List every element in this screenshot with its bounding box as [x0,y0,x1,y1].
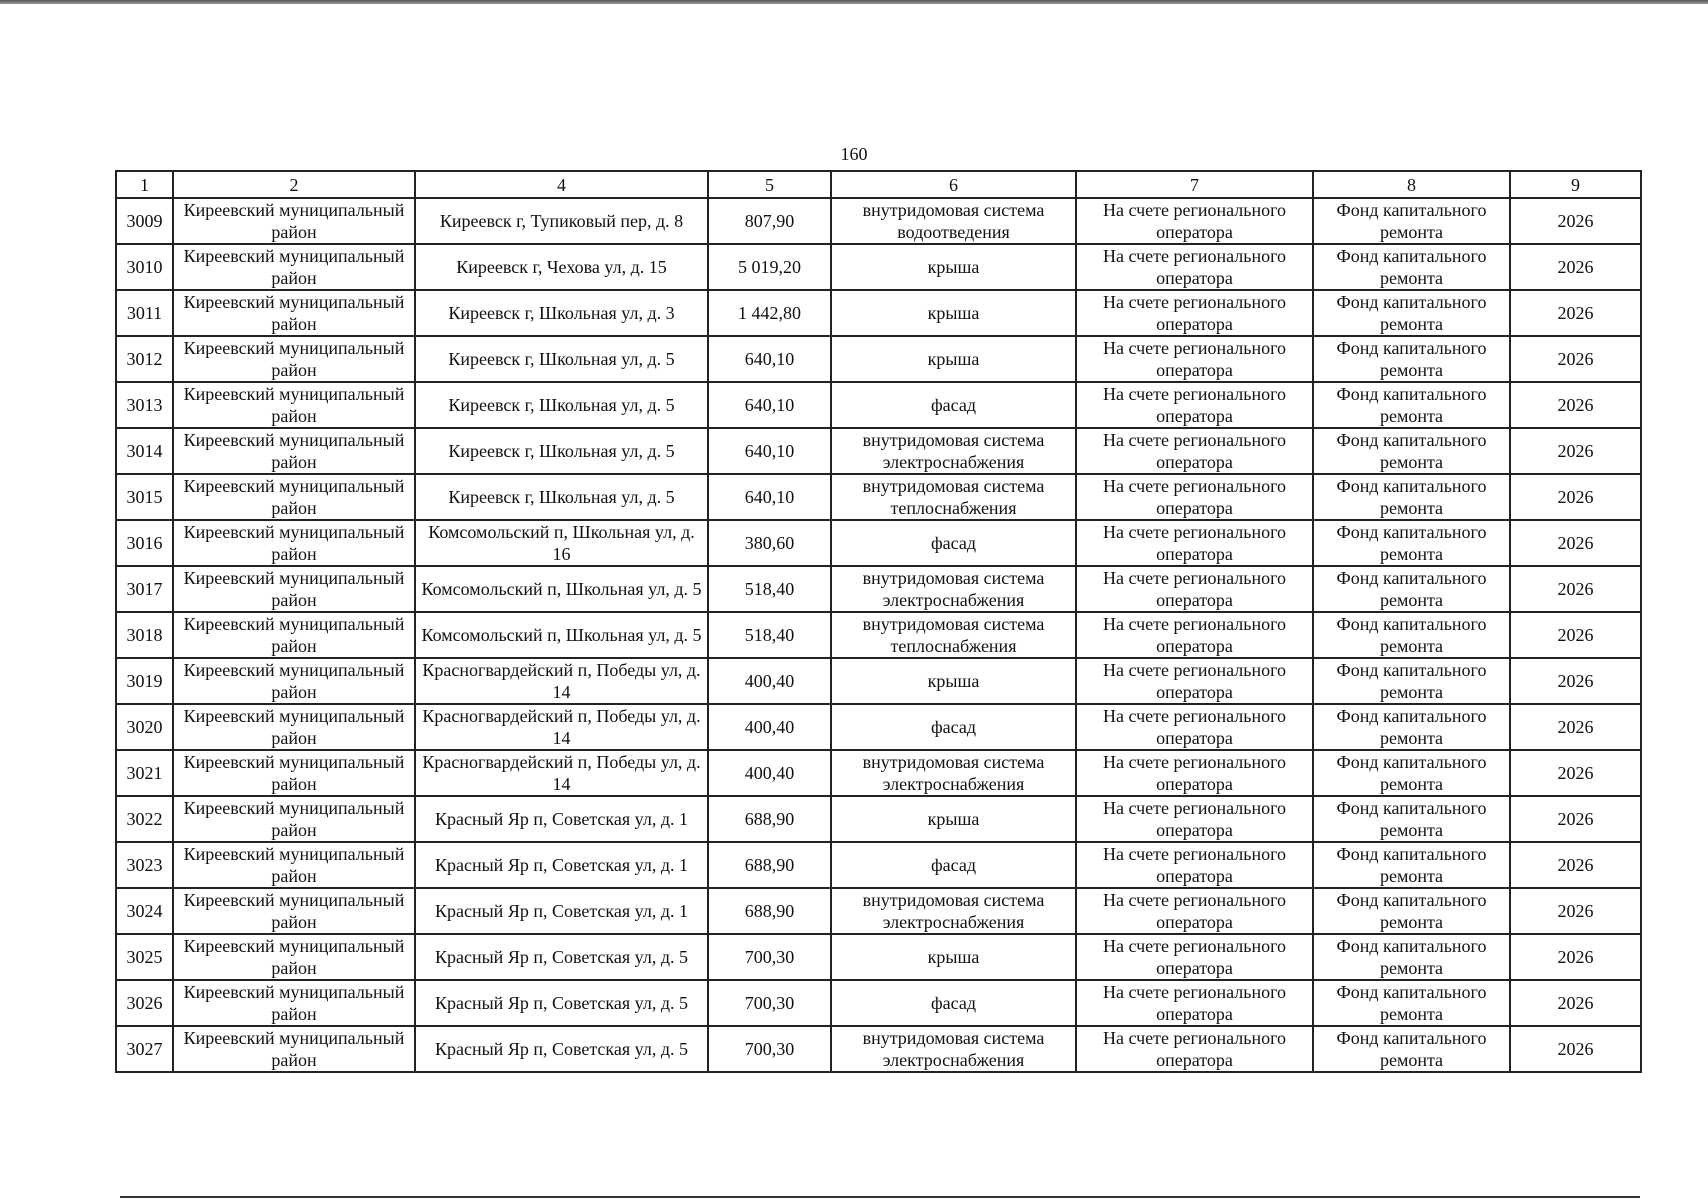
table-row [116,244,1641,290]
table-row [116,612,1641,658]
area-cell: 400,40 [708,658,831,704]
column-header: 8 [1313,171,1510,198]
table-row [116,842,1641,888]
district-cell: Киреевский муниципальный район [173,658,415,704]
address-cell: Киреевск г, Чехова ул, д. 15 [415,244,708,290]
row-number-cell: 3023 [116,842,173,888]
year-cell: 2026 [1510,244,1641,290]
table-row [116,290,1641,336]
year-cell: 2026 [1510,842,1641,888]
area-cell: 688,90 [708,842,831,888]
work-type-cell: фасад [831,980,1076,1026]
area-cell: 400,40 [708,750,831,796]
address-cell: Красный Яр п, Советская ул, д. 1 [415,888,708,934]
table-body [116,198,1641,1072]
year-cell: 2026 [1510,612,1641,658]
area-cell: 518,40 [708,612,831,658]
work-type-cell: внутридомовая система теплоснабжения [831,612,1076,658]
table-row [116,888,1641,934]
row-number-cell: 3012 [116,336,173,382]
area-cell: 400,40 [708,704,831,750]
work-type-cell: крыша [831,796,1076,842]
work-type-cell: внутридомовая система водоотведения [831,198,1076,244]
work-type-cell: внутридомовая система электроснабжения [831,750,1076,796]
district-cell: Киреевский муниципальный район [173,336,415,382]
table-row [116,980,1641,1026]
district-cell: Киреевский муниципальный район [173,612,415,658]
address-cell: Киреевск г, Тупиковый пер, д. 8 [415,198,708,244]
funding-account-cell: На счете регионального оператора [1076,796,1313,842]
row-number-cell: 3020 [116,704,173,750]
funding-source-cell: Фонд капитального ремонта [1313,428,1510,474]
district-cell: Киреевский муниципальный район [173,244,415,290]
row-number-cell: 3011 [116,290,173,336]
year-cell: 2026 [1510,1026,1641,1072]
scan-bottom-edge [120,1196,1640,1198]
funding-account-cell: На счете регионального оператора [1076,704,1313,750]
funding-account-cell: На счете регионального оператора [1076,336,1313,382]
area-cell: 688,90 [708,796,831,842]
page-number: 160 [840,144,868,164]
column-header: 1 [116,171,173,198]
year-cell: 2026 [1510,382,1641,428]
work-type-cell: фасад [831,382,1076,428]
row-number-cell: 3016 [116,520,173,566]
column-header: 9 [1510,171,1641,198]
table-row [116,658,1641,704]
table-row [116,566,1641,612]
year-cell: 2026 [1510,750,1641,796]
table-row [116,336,1641,382]
row-number-cell: 3010 [116,244,173,290]
area-cell: 5 019,20 [708,244,831,290]
funding-source-cell: Фонд капитального ремонта [1313,290,1510,336]
column-header: 6 [831,171,1076,198]
funding-source-cell: Фонд капитального ремонта [1313,612,1510,658]
row-number-cell: 3025 [116,934,173,980]
funding-source-cell: Фонд капитального ремонта [1313,934,1510,980]
work-type-cell: внутридомовая система электроснабжения [831,1026,1076,1072]
row-number-cell: 3015 [116,474,173,520]
area-cell: 807,90 [708,198,831,244]
work-type-cell: внутридомовая система электроснабжения [831,566,1076,612]
district-cell: Киреевский муниципальный район [173,520,415,566]
year-cell: 2026 [1510,980,1641,1026]
year-cell: 2026 [1510,658,1641,704]
table-row [116,520,1641,566]
area-cell: 640,10 [708,336,831,382]
table-row [116,382,1641,428]
year-cell: 2026 [1510,796,1641,842]
funding-account-cell: На счете регионального оператора [1076,934,1313,980]
area-cell: 640,10 [708,428,831,474]
row-number-cell: 3014 [116,428,173,474]
funding-account-cell: На счете регионального оператора [1076,612,1313,658]
address-cell: Красный Яр п, Советская ул, д. 5 [415,980,708,1026]
address-cell: Комсомольский п, Школьная ул, д. 16 [415,520,708,566]
funding-source-cell: Фонд капитального ремонта [1313,198,1510,244]
district-cell: Киреевский муниципальный район [173,474,415,520]
funding-source-cell: Фонд капитального ремонта [1313,658,1510,704]
row-number-cell: 3017 [116,566,173,612]
row-number-cell: 3009 [116,198,173,244]
row-number-cell: 3026 [116,980,173,1026]
funding-account-cell: На счете регионального оператора [1076,842,1313,888]
district-cell: Киреевский муниципальный район [173,1026,415,1072]
area-cell: 640,10 [708,474,831,520]
funding-account-cell: На счете регионального оператора [1076,474,1313,520]
district-cell: Киреевский муниципальный район [173,290,415,336]
funding-account-cell: На счете регионального оператора [1076,658,1313,704]
work-type-cell: внутридомовая система электроснабжения [831,888,1076,934]
address-cell: Красногвардейский п, Победы ул, д. 14 [415,658,708,704]
address-cell: Киреевск г, Школьная ул, д. 3 [415,290,708,336]
address-cell: Красногвардейский п, Победы ул, д. 14 [415,704,708,750]
table-row [116,704,1641,750]
district-cell: Киреевский муниципальный район [173,750,415,796]
funding-account-cell: На счете регионального оператора [1076,428,1313,474]
address-cell: Комсомольский п, Школьная ул, д. 5 [415,566,708,612]
funding-account-cell: На счете регионального оператора [1076,382,1313,428]
year-cell: 2026 [1510,934,1641,980]
district-cell: Киреевский муниципальный район [173,566,415,612]
funding-source-cell: Фонд капитального ремонта [1313,842,1510,888]
funding-account-cell: На счете регионального оператора [1076,750,1313,796]
address-cell: Красный Яр п, Советская ул, д. 1 [415,796,708,842]
funding-account-cell: На счете регионального оператора [1076,1026,1313,1072]
funding-source-cell: Фонд капитального ремонта [1313,336,1510,382]
work-type-cell: внутридомовая система теплоснабжения [831,474,1076,520]
funding-account-cell: На счете регионального оператора [1076,244,1313,290]
funding-source-cell: Фонд капитального ремонта [1313,566,1510,612]
year-cell: 2026 [1510,290,1641,336]
year-cell: 2026 [1510,888,1641,934]
work-type-cell: крыша [831,290,1076,336]
year-cell: 2026 [1510,704,1641,750]
row-number-cell: 3019 [116,658,173,704]
work-type-cell: крыша [831,934,1076,980]
funding-source-cell: Фонд капитального ремонта [1313,750,1510,796]
funding-account-cell: На счете регионального оператора [1076,290,1313,336]
column-header: 5 [708,171,831,198]
work-type-cell: внутридомовая система электроснабжения [831,428,1076,474]
district-cell: Киреевский муниципальный район [173,934,415,980]
table-row [116,934,1641,980]
area-cell: 700,30 [708,934,831,980]
district-cell: Киреевский муниципальный район [173,888,415,934]
funding-source-cell: Фонд капитального ремонта [1313,704,1510,750]
address-cell: Киреевск г, Школьная ул, д. 5 [415,474,708,520]
work-type-cell: фасад [831,520,1076,566]
table-row [116,1026,1641,1072]
column-header: 4 [415,171,708,198]
work-type-cell: фасад [831,842,1076,888]
funding-source-cell: Фонд капитального ремонта [1313,382,1510,428]
column-header: 7 [1076,171,1313,198]
address-cell: Красный Яр п, Советская ул, д. 5 [415,934,708,980]
funding-source-cell: Фонд капитального ремонта [1313,1026,1510,1072]
table-row [116,198,1641,244]
work-type-cell: фасад [831,704,1076,750]
scan-top-edge [0,0,1708,4]
work-type-cell: крыша [831,244,1076,290]
district-cell: Киреевский муниципальный район [173,428,415,474]
row-number-cell: 3013 [116,382,173,428]
address-cell: Красный Яр п, Советская ул, д. 5 [415,1026,708,1072]
year-cell: 2026 [1510,428,1641,474]
column-number-row [116,171,1641,198]
district-cell: Киреевский муниципальный район [173,704,415,750]
district-cell: Киреевский муниципальный район [173,980,415,1026]
year-cell: 2026 [1510,198,1641,244]
address-cell: Красный Яр п, Советская ул, д. 1 [415,842,708,888]
funding-account-cell: На счете регионального оператора [1076,566,1313,612]
funding-source-cell: Фонд капитального ремонта [1313,520,1510,566]
district-cell: Киреевский муниципальный район [173,382,415,428]
funding-account-cell: На счете регионального оператора [1076,888,1313,934]
address-cell: Киреевск г, Школьная ул, д. 5 [415,336,708,382]
funding-account-cell: На счете регионального оператора [1076,520,1313,566]
funding-source-cell: Фонд капитального ремонта [1313,980,1510,1026]
area-cell: 380,60 [708,520,831,566]
address-cell: Киреевск г, Школьная ул, д. 5 [415,428,708,474]
area-cell: 1 442,80 [708,290,831,336]
work-type-cell: крыша [831,658,1076,704]
repair-schedule-table [115,170,1642,1073]
area-cell: 688,90 [708,888,831,934]
row-number-cell: 3027 [116,1026,173,1072]
work-type-cell: крыша [831,336,1076,382]
funding-source-cell: Фонд капитального ремонта [1313,888,1510,934]
year-cell: 2026 [1510,474,1641,520]
area-cell: 640,10 [708,382,831,428]
district-cell: Киреевский муниципальный район [173,796,415,842]
year-cell: 2026 [1510,520,1641,566]
funding-source-cell: Фонд капитального ремонта [1313,474,1510,520]
funding-account-cell: На счете регионального оператора [1076,980,1313,1026]
funding-account-cell: На счете регионального оператора [1076,198,1313,244]
address-cell: Киреевск г, Школьная ул, д. 5 [415,382,708,428]
table-row [116,428,1641,474]
row-number-cell: 3022 [116,796,173,842]
row-number-cell: 3018 [116,612,173,658]
funding-source-cell: Фонд капитального ремонта [1313,244,1510,290]
area-cell: 700,30 [708,980,831,1026]
column-header: 2 [173,171,415,198]
funding-source-cell: Фонд капитального ремонта [1313,796,1510,842]
table-row [116,750,1641,796]
address-cell: Красногвардейский п, Победы ул, д. 14 [415,750,708,796]
district-cell: Киреевский муниципальный район [173,198,415,244]
row-number-cell: 3021 [116,750,173,796]
area-cell: 518,40 [708,566,831,612]
row-number-cell: 3024 [116,888,173,934]
year-cell: 2026 [1510,566,1641,612]
district-cell: Киреевский муниципальный район [173,842,415,888]
table-row [116,796,1641,842]
area-cell: 700,30 [708,1026,831,1072]
address-cell: Комсомольский п, Школьная ул, д. 5 [415,612,708,658]
table-row [116,474,1641,520]
year-cell: 2026 [1510,336,1641,382]
